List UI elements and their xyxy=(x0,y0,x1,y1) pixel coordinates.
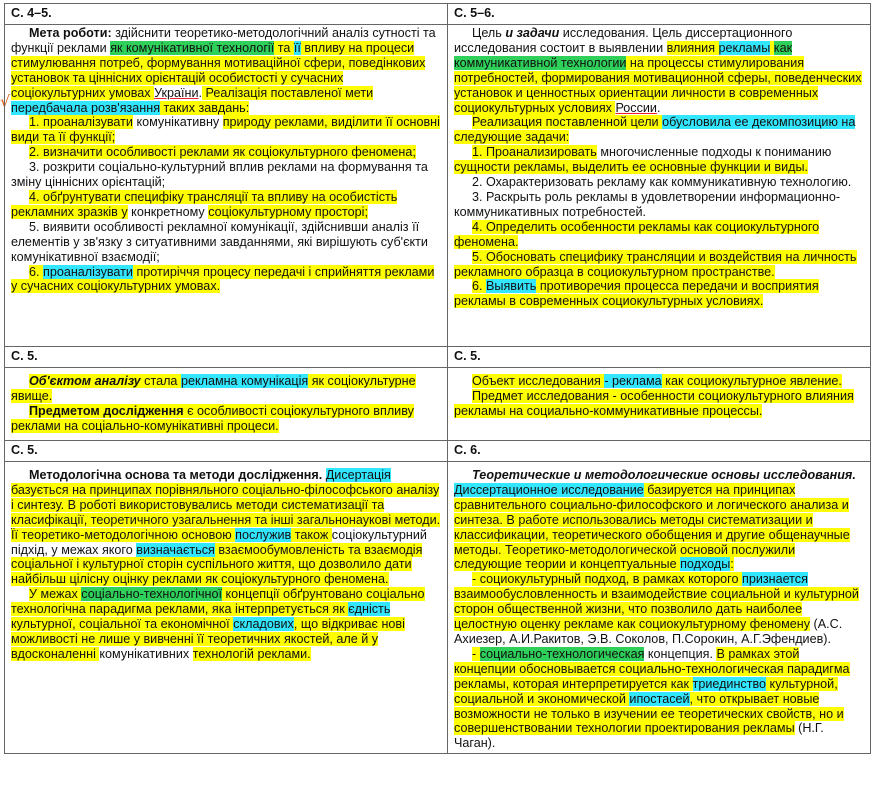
text-run: сущности рекламы, выделить ее основные функции и виды. xyxy=(454,160,809,175)
text-run: противоречия процесса передачи и восприятия рекламы в современных социокультурных условиях. xyxy=(454,279,819,309)
paragraph xyxy=(454,647,864,751)
text-run: У межах xyxy=(29,587,82,602)
text-run: Диссертационное исследование xyxy=(454,482,644,497)
text-run: як соціокультурне явище. xyxy=(11,374,416,403)
page-ref-left: С. 4–5. xyxy=(5,4,448,25)
text-run: визначити особливості реклами як соціокультурного феномена; xyxy=(43,145,416,160)
text-run: є особливості соціокультурного впливу реклами на соціально-комунікативні процеси. xyxy=(11,403,414,433)
text-run: 4. обґрунтувати специфіку трансляції та впливу на особистість рекламних зразків у xyxy=(11,189,398,219)
text-run: реклама xyxy=(612,374,662,388)
text-run: России xyxy=(615,100,657,115)
text-run: концепция. xyxy=(644,646,717,661)
text-run: стала xyxy=(140,374,181,388)
text-run: Предметом дослідження xyxy=(29,403,184,418)
text-run: - xyxy=(472,646,480,661)
table-row xyxy=(5,25,871,347)
text-run: складових xyxy=(233,617,294,632)
text-run: (Н.Г. Чаган). xyxy=(454,721,824,751)
cell-left xyxy=(5,25,448,347)
paragraph xyxy=(454,26,864,115)
paragraph xyxy=(11,404,441,434)
cell-left xyxy=(5,462,448,754)
text-run: комунікативну xyxy=(132,115,223,130)
text-run: влияния xyxy=(666,40,719,55)
text-run: 4. Определить особенности рекламы как социокультурного феномена. xyxy=(454,219,820,249)
text-run: Предмет исследования - особенности социокультурного влияния рекламы на социально-коммуникативные процессы. xyxy=(454,388,854,418)
text-run: соціокультурному просторі; xyxy=(208,204,368,219)
page-ref-left: С. 5. xyxy=(5,347,448,368)
text-run: 2. xyxy=(29,145,44,160)
text-run: ипостасей xyxy=(629,691,690,706)
text-run: Реализация поставленной цели xyxy=(472,115,663,130)
text-run: - xyxy=(604,374,613,388)
text-run: рекламна комунікація xyxy=(180,374,309,388)
text-run: Выявить xyxy=(486,279,537,294)
paragraph xyxy=(454,115,864,145)
text-run: визначається xyxy=(136,542,215,557)
text-run: єдність xyxy=(348,602,391,617)
text-run: Об'єктом аналізу xyxy=(29,374,141,388)
paragraph xyxy=(454,374,864,389)
cell-right xyxy=(448,462,871,754)
table-row xyxy=(5,462,871,754)
text-run: следующие задачи: xyxy=(454,130,570,145)
text-run: 2. Охарактеризовать рекламу как коммуникативную технологию. xyxy=(472,175,852,190)
text-run: триединство xyxy=(692,676,767,691)
text-run: як комунікативної технології xyxy=(110,40,275,55)
table-row-header xyxy=(5,441,871,462)
text-run: Реалізація поставленої мети xyxy=(202,85,374,100)
text-run: культурної, соціальної та економічної xyxy=(11,617,234,632)
text-run: Методологічна основа та методи дослідження. xyxy=(29,468,323,482)
text-run: таких завдань: xyxy=(160,100,250,115)
page-ref-right: С. 5. xyxy=(448,347,871,368)
page-ref-right: С. 6. xyxy=(448,441,871,462)
text-run: . xyxy=(198,85,203,100)
cell-right xyxy=(448,368,871,441)
text-run: как социокультурное явление. xyxy=(661,374,842,388)
paragraph xyxy=(11,587,441,662)
text-run: 5. Обосновать специфику трансляции и воздействия на личность рекламного образца в социокультурном пространстве. xyxy=(454,249,857,279)
text-run: технологій реклами. xyxy=(192,646,311,661)
text-run: 6. xyxy=(472,279,487,294)
page-ref-right: С. 5–6. xyxy=(448,4,871,25)
text-run: В рамках этой концепции обосновывается социально-технологическая парадигма рекламы, которая интерпретируется как xyxy=(454,646,850,691)
text-run: - социокультурный подход, в рамках которого xyxy=(472,572,742,587)
text-run: 1. проаналізувати xyxy=(29,115,133,130)
table-row xyxy=(5,368,871,441)
text-run: , что открывает новые возможности не только в изучении ее теоретических свойств, но и совершенствовании технологии проектирования рекламы xyxy=(454,691,844,736)
text-run: Мета роботи: xyxy=(29,26,112,40)
text-run: подходы xyxy=(680,557,731,572)
paragraph xyxy=(454,145,864,175)
text-run: соціокультурний підхід, у межах якого xyxy=(11,527,427,557)
text-run: : xyxy=(730,557,734,572)
text-run: взаимообусловленность и взаимодействие социальной и культурной сторон общественной жизни, что позволило дать наиболее целостную оценку рекламе как социокультурному феномену xyxy=(454,587,859,632)
text-run: України xyxy=(154,85,199,100)
paragraph xyxy=(11,115,441,145)
text-run: на процессы стимулирования потребностей, формирования мотивационной сферы, поведенческих установок и ценностных ориентации личности в современных социокультурных условиях xyxy=(454,55,862,115)
paragraph xyxy=(11,374,441,404)
paragraph xyxy=(11,160,441,190)
text-run: соціально-технологічної xyxy=(81,587,223,602)
paragraph xyxy=(454,175,864,190)
paragraph xyxy=(11,220,441,265)
paragraph xyxy=(11,265,441,295)
text-run: исследования. Цель диссертационного исследования состоит в выявлении xyxy=(454,26,793,55)
text-run: рекламы xyxy=(718,40,771,55)
paragraph xyxy=(454,468,864,572)
paragraph xyxy=(11,190,441,220)
text-run: 5. виявити особливості рекламної комунікації, здійснивши аналіз її елементів у зв'язку з ситуативними завданнями, які вирішують суб'єкти комунікативної взаємодії; xyxy=(11,219,428,264)
table-row-header xyxy=(5,347,871,368)
text-run: природу реклами, виділити її основні види та її функції; xyxy=(11,115,440,145)
paragraph xyxy=(454,279,864,309)
text-run: многочисленные подходы к пониманию xyxy=(596,145,832,160)
paragraph xyxy=(11,468,441,587)
text-run: культурной, социальной и экономической xyxy=(454,676,838,706)
text-run: послужив xyxy=(235,527,292,542)
cell-left xyxy=(5,368,448,441)
text-run: здійснити теоретико-методологічний аналіз сутності та функції реклами xyxy=(11,26,436,55)
text-run: признается xyxy=(742,572,808,587)
paragraph xyxy=(454,220,864,250)
text-run: Дисертація xyxy=(325,468,391,482)
comparison-table xyxy=(4,3,871,754)
paragraph xyxy=(454,572,864,647)
text-run: как коммуникативной технологии xyxy=(454,40,793,70)
text-run: Цель xyxy=(472,26,506,40)
paragraph xyxy=(11,26,441,115)
text-run: та xyxy=(274,40,294,55)
text-run: обусловила ее декомпозицию на xyxy=(662,115,856,130)
text-run: її xyxy=(293,40,301,55)
paragraph xyxy=(454,250,864,280)
text-run: 3. розкрити соціально-культурний вплив реклами на формування та зміну ціннісних орієнтацій; xyxy=(11,160,428,190)
page-ref-left: С. 5. xyxy=(5,441,448,462)
text-run: також xyxy=(291,527,332,542)
cell-right xyxy=(448,25,871,347)
text-run: концепції обґрунтовано соціально технологічна парадигма реклами, яка інтерпретується як xyxy=(11,587,425,617)
text-run: , що відкриває нові можливості не лише у вивченні її теоретичних якостей, але й у вдосконаленні xyxy=(11,617,405,661)
table-row-header xyxy=(5,4,871,25)
text-run: конкретному xyxy=(127,204,209,219)
text-run: впливу на процеси стимулювання потреб, формування мотиваційної сфери, поведінкових установок та ціннісних орієнтацій особистості у сучасних соціокультурних умовах xyxy=(11,40,426,100)
paragraph xyxy=(454,389,864,419)
text-run: 6. xyxy=(29,264,44,279)
text-run: протиріччя процесу передачі і сприйняття реклами у сучасних соціокультурних умовах. xyxy=(11,264,435,294)
text-run: социально-технологическая xyxy=(479,646,645,661)
text-run: Теоретические и методологические основы исследования. xyxy=(472,468,856,482)
text-run: базируется на принципах сравнительного социально-философского и логического анализа и синтеза. В работе использовались методы систематизации и классификации, теоретического обобщения и другие общенаучные методы. Теоретико-методологической основой послужили следующие теории и концептуальные xyxy=(454,482,850,572)
text-run: комунікативних xyxy=(99,646,193,661)
text-run: базується на принципах порівняльного соціально-філософського аналізу і синтезу. В роботі використовувались методи систематизації та класифікації, теоретичного узагальнення та інші загальнонаукові методи. Її теоретико-методологічною основою xyxy=(11,482,441,542)
paragraph xyxy=(454,190,864,220)
text-run: (А.С. Ахиезер, А.И.Ракитов, Э.В. Соколов, П.Сорокин, А.Г.Эфендиев). xyxy=(454,617,843,646)
margin-check-mark: √ xyxy=(0,92,11,111)
text-run: и задачи xyxy=(505,26,560,40)
text-run: 1. Проанализировать xyxy=(472,145,597,160)
text-run: проаналізувати xyxy=(43,264,133,279)
text-run: . xyxy=(656,100,661,115)
text-run: взаємообумовленість та взаємодія соціальної і культурної сторін суспільного життя, що дозволило дати найбільш цілісну оцінку реклами як соціокультурного феномена. xyxy=(11,542,423,587)
paragraph xyxy=(11,145,441,160)
text-run: Объект исследования xyxy=(472,374,605,388)
text-run: 3. Раскрыть роль рекламы в удовлетворении информационно-коммуникативных потребностей. xyxy=(454,189,841,219)
text-run: передбачала розв'язання xyxy=(11,100,161,115)
